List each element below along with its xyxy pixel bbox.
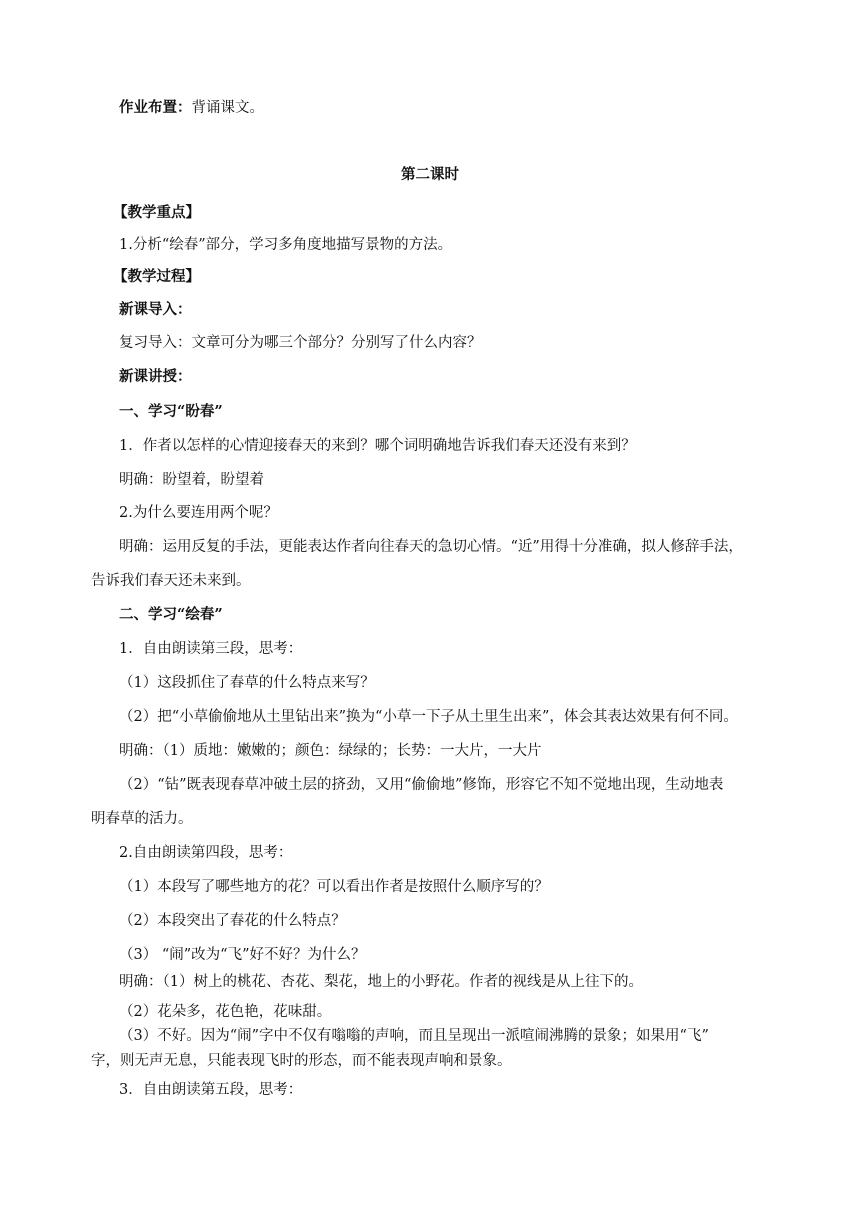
process-heading: 【教学过程】	[113, 268, 200, 285]
teach-heading: 新课讲授：	[119, 368, 192, 385]
sec1-answer-1: 明确：盼望着，盼望着	[119, 472, 264, 488]
sec2-part1-answer-2-line-1: （2）“钻”既表现春草冲破土层的挤劲，又用“偷偷地”修饰，形容它不知不觉地出现，生动地表	[119, 777, 724, 793]
sec2-part1-answer-1: 明确：（1）质地：嫩嫩的；颜色：绿绿的；长势：一大片，一大片	[119, 743, 542, 759]
sec1-answer-2-line-2: 告诉我们春天还未来到。	[91, 573, 251, 589]
sec2-part2-question-1: （1）本段写了哪些地方的花？可以看出作者是按照什么顺序写的？	[119, 879, 549, 895]
focus-heading: 【教学重点】	[113, 204, 200, 221]
sec2-part1-question-1: （1）这段抓住了春草的什么特点来写？	[119, 675, 375, 691]
sec1-question-1: 1．作者以怎样的心情迎接春天的来到？哪个词明确地告诉我们春天还没有来到？	[119, 438, 636, 454]
sec2-part2-answer-1: 明确：（1）树上的桃花、杏花、梨花，地上的小野花。作者的视线是从上往下的。	[119, 974, 643, 990]
homework-text: 背诵课文。	[191, 100, 264, 116]
sec2-part1-question-2: （2）把“小草偷偷地从土里钻出来”换为“小草一下子从土里生出来”，体会其表达效果有何不同。	[119, 709, 738, 725]
sec2-part2-question-2: （2）本段突出了春花的什么特点？	[119, 913, 346, 929]
intro-text: 复习导入：文章可分为哪三个部分？分别写了什么内容？	[119, 335, 482, 351]
sec1-question-2: 2.为什么要连用两个呢？	[119, 505, 278, 521]
sec2-part2-answer-3-line-2: 字，则无声无息，只能表现飞时的形态，而不能表现声响和景象。	[91, 1053, 512, 1069]
lesson-title: 第二课时	[401, 166, 459, 183]
focus-item: 1.分析“绘春”部分，学习多角度地描写景物的方法。	[119, 237, 453, 253]
sec2-part3: 3．自由朗读第五段，思考：	[119, 1082, 303, 1098]
sec2-part2-answer-2: （2）花朵多，花色艳，花味甜。	[119, 1004, 332, 1020]
sec1-answer-2-line-1: 明确：运用反复的手法，更能表达作者向往春天的急切心情。“近”用得十分准确，拟人修辞手法，	[119, 539, 743, 555]
sec2-part2-answer-3-line-1: （3）不好。因为“闹”字中不仅有嗡嗡的声响，而且呈现出一派喧闹沸腾的景象；如果用“飞”	[119, 1028, 709, 1044]
intro-heading: 新课导入：	[119, 301, 192, 318]
homework-label: 作业布置：	[119, 99, 192, 116]
homework-line	[119, 99, 264, 117]
sec1-heading: 一、学习“盼春”	[119, 403, 223, 420]
sec2-part1-answer-2-line-2: 明春草的活力。	[91, 811, 193, 827]
sec2-part2-question-3: （3） “闹”改为“飞”好不好？为什么？	[119, 947, 366, 963]
sec2-part1: 1．自由朗读第三段，思考：	[119, 641, 303, 657]
sec2-heading: 二、学习“绘春”	[119, 606, 223, 623]
sec2-part2: 2.自由朗读第四段，思考：	[119, 845, 293, 861]
